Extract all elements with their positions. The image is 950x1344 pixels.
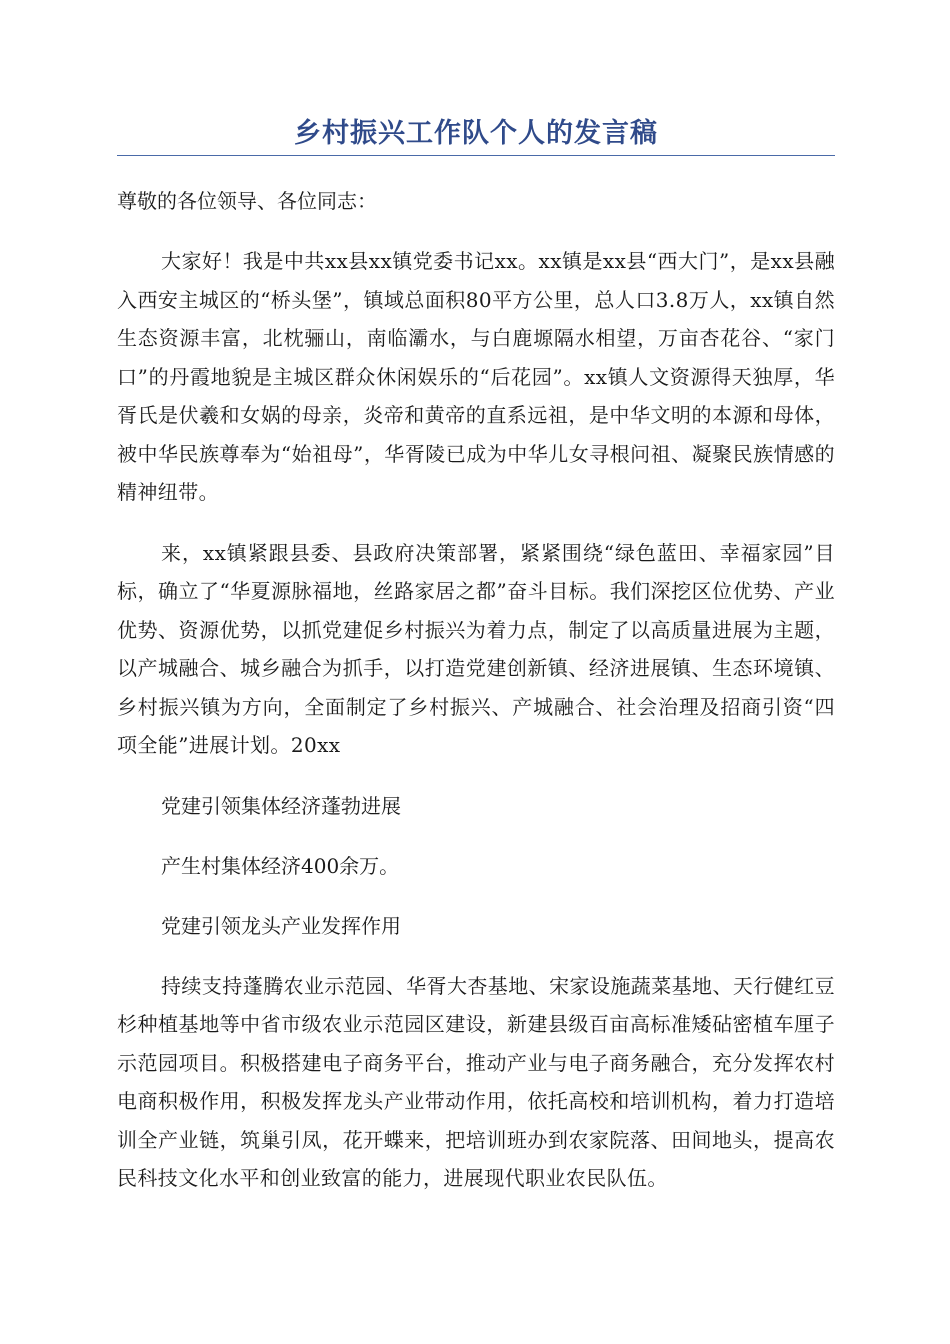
document-title: 乡村振兴工作队个人的发言稿: [294, 118, 658, 149]
paragraph-goals: 来，xx镇紧跟县委、县政府决策部署，紧紧围绕“绿色蓝田、幸福家园”目标，确立了“华夏源脉福地，丝路家居之都”奋斗目标。我们深挖区位优势、产业优势、资源优势，以抓党建促乡村振兴为着力点，制定了以高质量进展为主题，以产城融合、城乡融合为抓手，以打造党建创新镇、经济进展镇、生态环境镇、乡村振兴镇为方向，全面制定了乡村振兴、产城融合、社会治理及招商引资“四项全能”进展计划。20xx: [117, 540, 835, 757]
paragraph-collective-income: 产生村集体经济400余万。: [161, 853, 400, 878]
paragraph-industry: 持续支持蓬腾农业示范园、华胥大杏基地、宋家设施蔬菜基地、天行健红豆杉种植基地等中省市级农业示范园区建设，新建县级百亩高标准矮砧密植车厘子示范园项目。积极搭建电子商务平台，推动产业与电子商务融合，充分发挥农村电商积极作用，积极发挥龙头产业带动作用，依托高校和培训机构，着力打造培训全产业链，筑巢引凤，花开蝶来，把培训班办到农家院落、田间地头，提高农民科技文化水平和创业致富的能力，进展现代职业农民队伍。: [117, 973, 835, 1190]
paragraph-intro: 大家好！我是中共xx县xx镇党委书记xx。xx镇是xx县“西大门”，是xx县融入西安主城区的“桥头堡”，镇域总面积80平方公里，总人口3.8万人，xx镇自然生态资源丰富，北枕骊山，南临灞水，与白鹿塬隔水相望，万亩杏花谷、“家门口”的丹霞地貌是主城区群众休闲娱乐的“后花园”。xx镇人文资源得天独厚，华胥氏是伏羲和女娲的母亲，炎帝和黄帝的直系远祖，是中华文明的本源和母体，被中华民族尊奉为“始祖母”，华胥陵已成为中华儿女寻根问祖、凝聚民族情感的精神纽带。: [117, 249, 835, 504]
title-divider: [117, 155, 835, 156]
section-heading-leading-industry: 党建引领龙头产业发挥作用: [161, 913, 401, 938]
section-heading-collective-economy: 党建引领集体经济蓬勃进展: [161, 793, 401, 818]
document-page: [117, 0, 835, 1198]
salutation: 尊敬的各位领导、各位同志：: [117, 189, 377, 213]
